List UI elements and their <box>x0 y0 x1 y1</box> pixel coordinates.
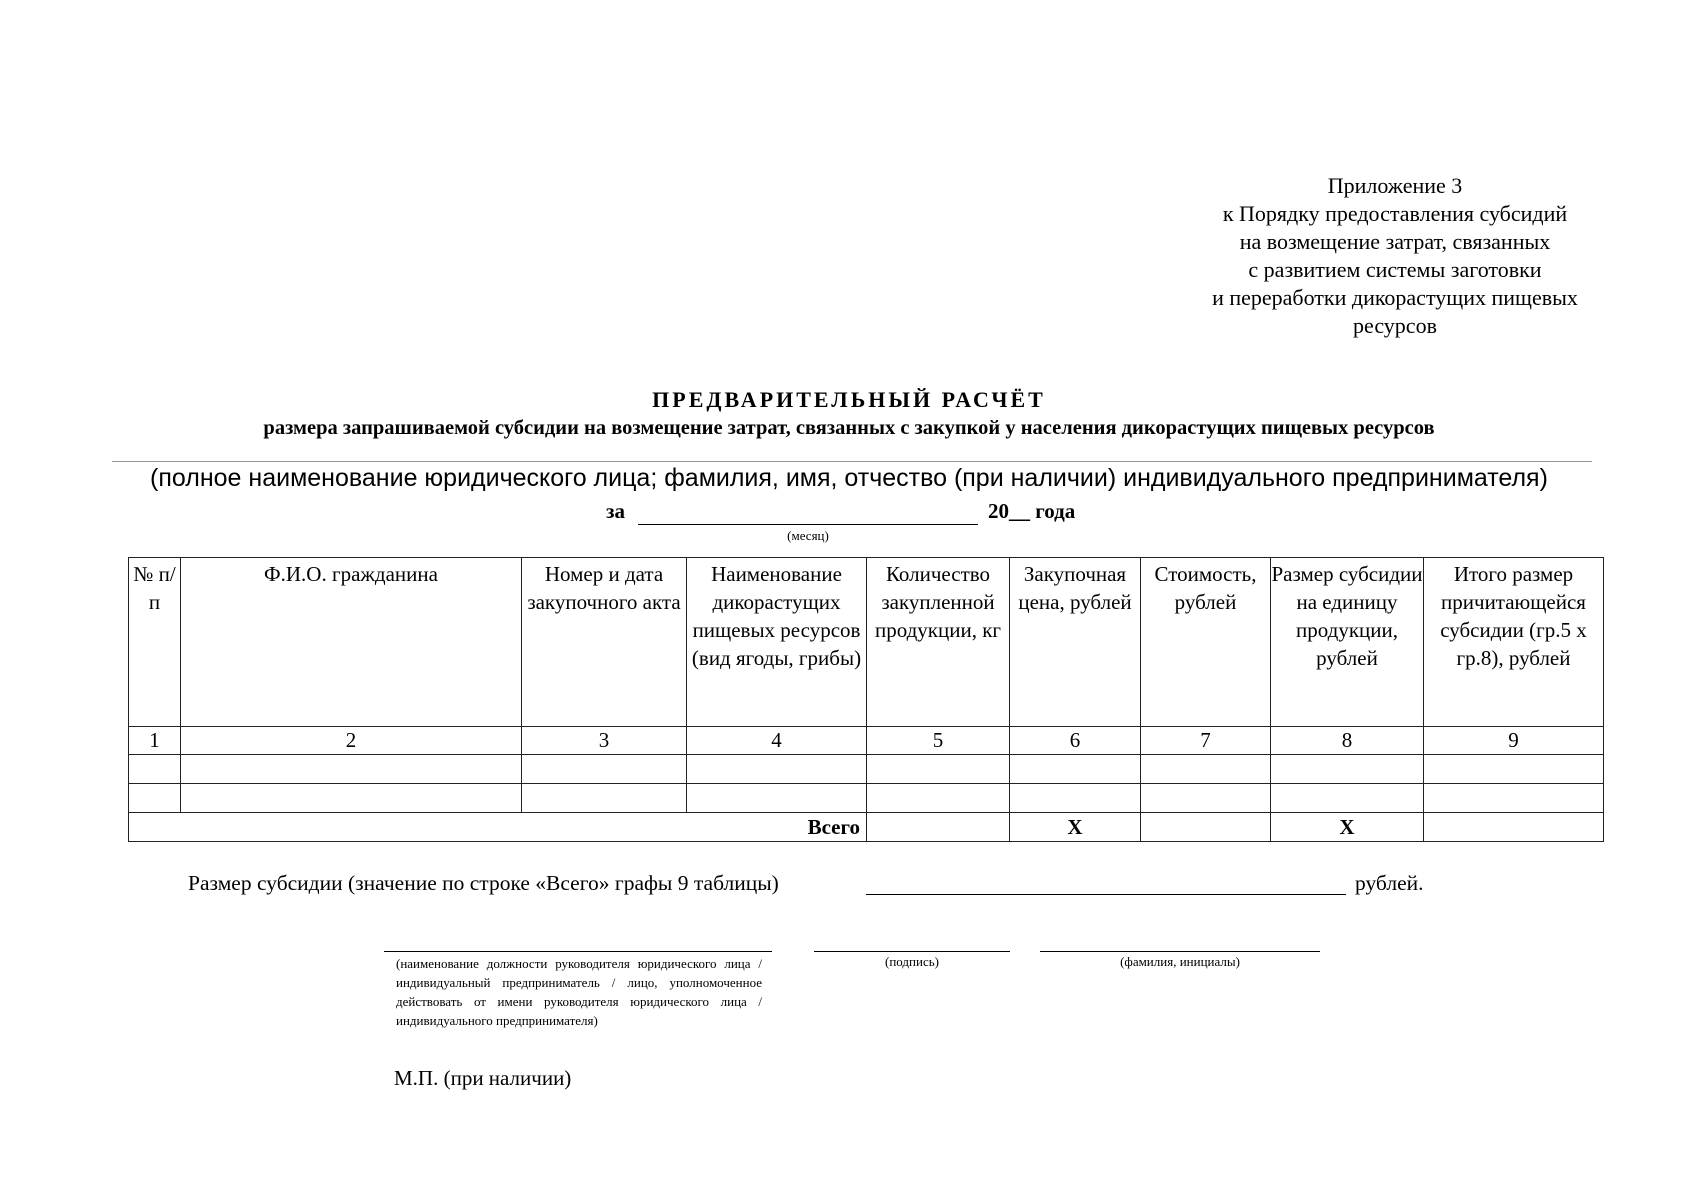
table-cell[interactable] <box>129 755 181 784</box>
table-cell[interactable] <box>1010 784 1141 813</box>
month-caption: (месяц) <box>787 528 829 543</box>
header-cell-quantity: Количество закупленной продукции, кг <box>867 558 1010 727</box>
total-quantity-cell[interactable] <box>867 813 1010 842</box>
table-cell[interactable] <box>1424 755 1604 784</box>
table-cell[interactable] <box>181 784 522 813</box>
header-cell-purchase-price: Закупочная цена, рублей <box>1010 558 1141 727</box>
total-unit-subsidy-cross: Х <box>1271 813 1424 842</box>
appendix-line: к Порядку предоставления субсидий <box>1222 201 1568 226</box>
table-cell[interactable] <box>1424 784 1604 813</box>
column-number: 6 <box>1010 727 1141 755</box>
position-field-line[interactable] <box>384 951 772 952</box>
header-cell-total-subsidy: Итого размер причитающейся субсидии (гр.5 х гр.8), рублей <box>1424 558 1604 727</box>
header-cell-purchase-act: Номер и дата закупочного акта <box>522 558 687 727</box>
calculation-table <box>128 557 1604 842</box>
table-cell[interactable] <box>1141 755 1271 784</box>
total-cost-cell[interactable] <box>1141 813 1271 842</box>
header-cell-number: № п/п <box>129 558 181 727</box>
column-number: 5 <box>867 727 1010 755</box>
table-cell[interactable] <box>181 755 522 784</box>
position-caption: (наименование должности руководителя юридического лица / индивидуальный предприниматель / лицо, уполномоченное действовать от имени руководителя юридического лица / индивидуального предпринимателя) <box>396 956 762 1028</box>
column-number: 9 <box>1424 727 1604 755</box>
full-name-field-line[interactable] <box>1040 951 1320 952</box>
period-prefix: за <box>606 499 625 523</box>
signature-caption: (подпись) <box>885 954 939 969</box>
column-number: 4 <box>687 727 867 755</box>
column-number: 2 <box>181 727 522 755</box>
appendix-block <box>1140 172 1650 340</box>
column-number: 3 <box>522 727 687 755</box>
table-cell[interactable] <box>522 755 687 784</box>
table-cell[interactable] <box>1010 755 1141 784</box>
column-number: 8 <box>1271 727 1424 755</box>
column-number: 7 <box>1141 727 1271 755</box>
appendix-line: Приложение 3 <box>1327 173 1463 198</box>
table-header-row <box>129 558 1604 727</box>
table-cell[interactable] <box>867 784 1010 813</box>
table-cell[interactable] <box>687 784 867 813</box>
table-cell[interactable] <box>129 784 181 813</box>
signature-field-line[interactable] <box>814 951 1010 952</box>
total-subsidy-cell[interactable] <box>1424 813 1604 842</box>
table-cell[interactable] <box>522 784 687 813</box>
header-cell-cost: Стоимость, рублей <box>1141 558 1271 727</box>
stamp-place-label: М.П. (при наличии) <box>394 1066 572 1090</box>
appendix-line: с развитием системы заготовки <box>1248 257 1542 282</box>
appendix-line: ресурсов <box>1353 313 1437 338</box>
column-number: 1 <box>129 727 181 755</box>
full-name-caption: (фамилия, инициалы) <box>1120 954 1240 969</box>
document-title: ПРЕДВАРИТЕЛЬНЫЙ РАСЧЁТ <box>652 387 1046 412</box>
document-subtitle: размера запрашиваемой субсидии на возмещение затрат, связанных с закупкой у населения дикорастущих пищевых ресурсов <box>263 417 1435 439</box>
table-row <box>129 755 1604 784</box>
column-number-row <box>129 727 1604 755</box>
applicant-name-caption: (полное наименование юридического лица; фамилия, имя, отчество (при наличии) индивидуального предпринимателя) <box>150 464 1548 492</box>
total-row <box>129 813 1604 842</box>
month-field-line[interactable] <box>638 524 978 525</box>
header-cell-citizen-name: Ф.И.О. гражданина <box>181 558 522 727</box>
total-price-cross: Х <box>1010 813 1141 842</box>
applicant-name-field-line[interactable] <box>112 461 1592 462</box>
subsidy-size-label: Размер субсидии (значение по строке «Всего» графы 9 таблицы) <box>188 871 779 895</box>
header-cell-unit-subsidy: Размер субсидии на единицу продукции, рублей <box>1271 558 1424 727</box>
subsidy-amount-field-line[interactable] <box>866 894 1346 895</box>
table-cell[interactable] <box>687 755 867 784</box>
table-cell[interactable] <box>1271 755 1424 784</box>
appendix-line: на возмещение затрат, связанных <box>1239 229 1551 254</box>
total-label: Всего <box>129 813 867 842</box>
period-year: 20__ года <box>988 499 1076 523</box>
subsidy-unit: рублей. <box>1355 871 1424 895</box>
table-cell[interactable] <box>1141 784 1271 813</box>
table-row <box>129 784 1604 813</box>
table-cell[interactable] <box>1271 784 1424 813</box>
table-cell[interactable] <box>867 755 1010 784</box>
appendix-line: и переработки дикорастущих пищевых <box>1212 285 1578 310</box>
calculation-table-wrapper <box>128 557 1604 842</box>
header-cell-resource-name: Наименование дикорастущих пищевых ресурсов (вид ягоды, грибы) <box>687 558 867 727</box>
